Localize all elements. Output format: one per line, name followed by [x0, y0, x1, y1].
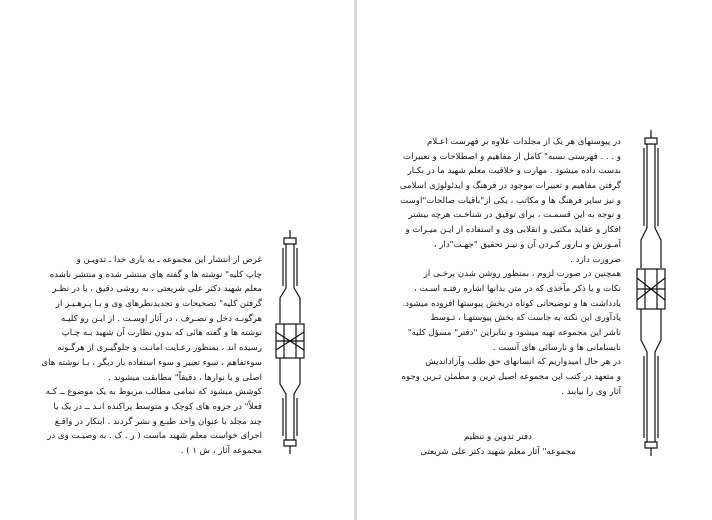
right-line: یادآوری این نکته به جاست که بخش پیوستهـا ، تـوسط [430, 313, 621, 324]
left-line: گرفتن کلیه" تصحیحات و تجدیدنظرهای وی و بـا پـرهـیـز از [55, 299, 262, 310]
right-line: بدست داده میشود . مهارت و خلاقیت معلم شهید ما در بکـار [407, 166, 621, 177]
knot-ornament-icon [631, 128, 671, 458]
signature-block [418, 430, 578, 460]
right-line: افکار و عقاید مکتبی و انقلابی وی و استفاده از ایـن میـراث و [405, 225, 621, 236]
right-line: و . . . فهرستی نسبه" کامل از مفاهیم و اصطلاحات و تعبیرات [402, 151, 621, 162]
right-line: در پیوستهای هر یک از مجلدات علاوه بر فهرست اعـلام [427, 137, 621, 147]
book-spine [354, 0, 357, 520]
right-line: و نیز سایر فرهنگ ها و مکاتب ، یکی از"باقیات صالحات"اوست [400, 195, 621, 206]
right-line: ضرورت دارد . [570, 254, 621, 265]
left-line: کوشش میشود که تمامی مطالب مربوط به یک موضوع ــ کـه [45, 387, 262, 398]
left-line: فعلاً" در جزوه های کوچک و متوسط پراکنده انـد ــ در یک یا [53, 401, 262, 412]
left-line: غرض از انتشار این مجموعه ـ به یاری خدا ـ تدویـن و [76, 255, 262, 265]
right-line: آمـوزش و بـارور کـردن آن و نیـز تحقیق "جهـت"دار ، [433, 239, 621, 250]
right-line: ناشر این مجموعه تهیه میشود و بنابراین "دفتر" مسؤل کلیه" [407, 327, 621, 338]
knot-ornament-icon [270, 228, 310, 456]
left-line: مجموعه آثار ، ش ۱ ) . [180, 445, 262, 456]
left-line: هرگونـه دخل و تصـرف ، در آثار اوسـت . از ایـن رو کلیـه [61, 313, 262, 324]
right-line: و توجه به این قسمـت ، برای توفیق در شناخـت هرچه بیشتر [408, 210, 621, 221]
left-line: سوءتفاهم ، سوء تعبیر و سوء استفاده بار دیگر ، بـا نوشته های [41, 357, 262, 368]
left-page-text [30, 253, 262, 459]
signature-line-2: مجموعه" آثار معلم شهید دکتر علی شریعتی [420, 447, 576, 457]
left-line: رسیده اند ، بمنظور رعـایت امانـت و جلوگیـری از هرگـونه [57, 343, 262, 354]
right-line: و متعهد در کتب این مجموعه اصیل ترین و مطمئن تـرین وجوه [401, 372, 621, 382]
left-line: چند مجلد با عنوان واحد طبـع و نشر گردند . ابتکار در واقـع [54, 416, 262, 427]
right-line: یادداشت ها و توضیحاتی کوتاه دربخش پیوستها افزوده میشود. [402, 298, 621, 309]
signature-line-1: دفتر تدوین و تنظیم [464, 432, 532, 442]
left-line: اجرای خواست معلم شهید ماست ( ر . ک . به وصیـت وی در [47, 431, 262, 442]
left-line: چاپ کلیه" نوشته ها و گفته های منتشر شده و منتشر ناشده [49, 269, 262, 280]
right-line: نابسامانی ها و نارسائی های آنست . [492, 342, 621, 353]
left-line: اصلی و یا نوارها ، دقیقاً" مطابقت میشوند . [108, 372, 262, 383]
right-line: همچنین در صورت لزوم ، بمنظور روشن شدن برخـی از [423, 269, 621, 280]
right-line: گرفتن مفاهیم و تعبیرات موجود در فرهنگ و ایدئولوژی اسلامی [399, 181, 621, 192]
left-line: معلم شهید دکتر علی شریعتی ، به روشی دقیق ، با در نظـر [52, 284, 262, 295]
left-line: نوشته ها و گفته هائی که بدون نظارت آن شهید بـه چـاپ [61, 328, 262, 339]
right-line: در هر حال امیدواریم که انسانهای حق طلب وآزاداندیش [425, 357, 621, 368]
right-line: آثار وی را بیابند . [561, 386, 621, 397]
right-line: نکات و یا ذکر مآخذی که در متن بدانها اشاره رفتـه اسـت ، [413, 283, 621, 294]
right-page-text [389, 135, 621, 399]
